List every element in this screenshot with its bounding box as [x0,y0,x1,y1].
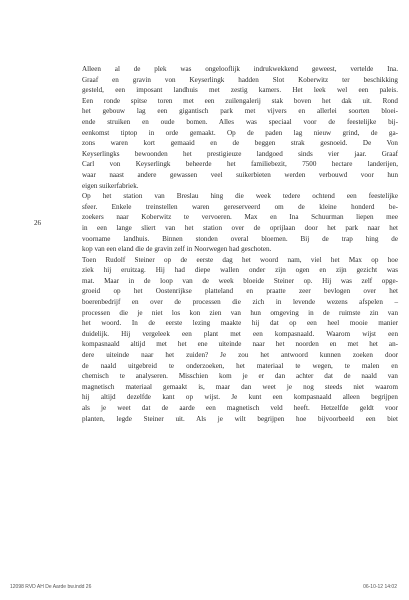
text-line: Alleen al de plek was ongelooflijk indrukwekkend geweest, vertelde Ina. [82,65,398,73]
page-number: 26 [34,219,42,227]
text-line: Carl von Keyserlingk beheerde het familiebezit, 7500 hectare landerijen, [82,160,398,169]
text-line: mat. Maar in de loop van de week bloeide Steiner op. Hij was zelf opge- [82,276,398,285]
text-line: kop van een eland die de gravin zelf in Noorwegen had geschoten. [82,245,272,254]
text-line: als je weet dat de aarde een magnetisch veld heeft. Hetzelfde geldt voor [82,404,398,412]
text-line: gesteld, een imposant landhuis met zestig kamers. Het leek wel een paleis. [82,86,398,95]
text-line: de naald uitgebreid te onderzoeken, het materiaal te wegen, te malen en [82,361,398,370]
text-line: ziek hij eruitzag. Hij had diepe wallen onder zijn ogen en zijn gezicht was [82,266,398,275]
text-line: planten, legde Steiner uit. Als je wilt begrijpen hoe bijvoorbeeld een biet [82,414,398,423]
text-line: Keyserlingks bewoonden het prestigieuze landgoed sinds vier jaar. Graaf [82,149,398,158]
text-line: duidelijk. Hij vergeleek een plant met een kompasnaald. Waarom wijst een [82,329,398,338]
text-line: sfeer. Enkele treinstellen waren gereserveerd om de kleine honderd be- [82,202,398,211]
text-line: chemisch te analyseren. Misschien kom je er dan achter dat de naald van [82,372,398,381]
text-line: processen die je niet los kon zien van hun omgeving in de ruimste zin van [82,308,398,317]
text-line: voorname landhuis. Binnen stonden overal bloemen. Bij de trap hing de [82,234,398,243]
print-slug-date: 06-10-12 14:02 [363,584,397,590]
text-line: Toen Rudolf Steiner op de eerste dag het woord nam, viel het Max op hoe [82,255,398,264]
text-line: het woord. In de eerste lezing maakte hij dat op een heel mooie manier [82,319,398,328]
text-line: groeid op het Oostenrijkse platteland en praatte zeer bevlogen over het [82,287,398,296]
text-line: magnetisch materiaal gemaakt is, maar dan weet je nog steeds niet waarom [82,382,398,391]
text-line: ende struiken en oude bomen. Alles was speciaal voor de feestelijke bij- [82,117,398,126]
text-line: zons waren kort gemaaid en de beggen strak gesnoeid. De Von [82,139,398,148]
text-line: Op het station van Breslau hing die week tedere ochtend een feestelijke [82,192,398,201]
body-text [82,64,398,424]
text-line: eigen suikerfabriek. [82,181,139,190]
text-line: kompasnaald altijd met het ene uiteinde naar het noorden en met het an- [82,340,398,349]
text-line: waar naast andere gewassen veel suikerbieten werden verbouwd voor hun [82,170,398,179]
text-line: zoekers naar Koberwitz te vervoeren. Max en Ina Schuurman liepen mee [82,213,398,222]
text-line: het gebouw lag een gigantisch park met vijvers en allerlei soorten bloei- [82,107,398,116]
text-line: eenkomst tiptop in orde gemaakt. Op de paden lag nieuw grind, de ga- [82,128,398,137]
text-line: in een lange sliert van het station over de oprijlaan door het park naar het [82,223,398,232]
text-line: boerenbedrijf en over de processen die zich in levende wezens afspelen – [82,298,398,307]
text-line: Graaf en gravin von Keyserlingk hadden Slot Koberwitz ter beschikking [82,75,398,84]
text-line: hij altijd dezelfde kant op wijst. Je kunt een kompasnaald alleen begrijpen [82,393,398,402]
print-slug-filename: 12098 RVD AH De Aarde bw.indd 26 [10,584,92,590]
text-line: Een ronde spitse toren met een zuilengalerij stak boven het dak uit. Rond [82,96,398,105]
text-line: dere uiteinde naar het zuiden? Je zou het antwoord kunnen zoeken door [82,351,398,360]
